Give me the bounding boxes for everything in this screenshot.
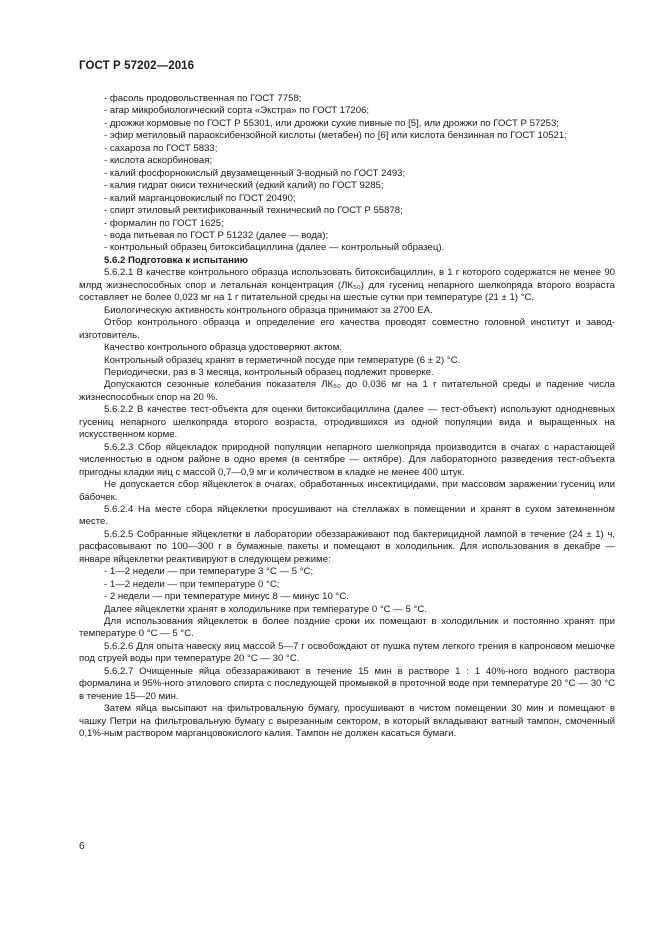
document-body: [79, 93, 615, 741]
paragraph: Для использования яйцеклеток в более поздние сроки их помещают в холодильник и постоянно хранят при температуре 0 °С — 5 °С.: [79, 616, 615, 640]
list-item: - калий фосфорнокислый двузамещенный 3-водный по ГОСТ 2493;: [104, 167, 406, 179]
paragraph: Допускаются сезонные колебания показателя ЛК₅₀ до 0,036 мг на 1 г питательной среды и падение числа жизнеспособных спор на 20 %.: [79, 379, 615, 403]
list-item: - эфир метиловый параоксибензойной кислоты (метабен) по [6] или кислота бензинная по ГОСТ 10521;: [104, 130, 567, 142]
paragraph: Периодически, раз в 3 месяца, контрольный образец подлежит проверке.: [104, 366, 434, 378]
list-item: - фасоль продовольственная по ГОСТ 7758;: [104, 93, 302, 104]
list-item: - калий марганцовокислый по ГОСТ 20490;: [104, 192, 296, 204]
standard-header: ГОСТ Р 57202—2016: [79, 60, 195, 72]
paragraph: Качество контрольного образца удостоверяют актом.: [104, 342, 342, 354]
paragraph: 5.6.2.4 На месте сбора яйцеклетки просушивают на стеллажах в помещении и хранят в сухом затемненном месте.: [79, 503, 615, 528]
list-item: - сахароза по ГОСТ 5833;: [104, 142, 218, 154]
paragraph: 5.6.2.1 В качестве контрольного образца использовать битоксибациллин, в 1 г которого содержатся не менее 90 млрд жизнеспособных спор и летальная концентрация (ЛК₅₀) для гусениц непарного шелкопряда второго возраста составляет не более 0,023 мг на 1 г питательной среды на шестые сутки при температуре (21 ± 1) °С.: [79, 267, 615, 304]
paragraph: 5.6.2.7 Очищенные яйца обеззараживают в течение 15 мин в растворе 1 : 1 40%-ного водного раствора формалина и 95%-ного этилового спирта с последующей промывкой в проточной воде при температуре 20 °С — 30 °С в течение 15—20 мин.: [79, 665, 615, 702]
list-item: - формалин по ГОСТ 1625;: [104, 217, 224, 229]
page-number: 6: [79, 841, 85, 852]
list-item: - дрожжи кормовые по ГОСТ Р 55301, или дрожжи сухие пивные по [5], или дрожжи по ГОСТ Р 57253;: [104, 117, 559, 129]
list-item: - спирт этиловый ректификованный технический по ГОСТ Р 55878;: [104, 205, 403, 217]
paragraph: Далее яйцеклетки хранят в холодильнике при температуре 0 °С — 5 °С.: [104, 603, 427, 615]
list-item: - кислота аскорбиновая;: [104, 155, 213, 167]
list-item: - агар микробиологический сорта «Экстра» по ГОСТ 17206;: [104, 105, 370, 117]
list-item: - калия гидрат окиси технический (едкий калий) по ГОСТ 9285;: [104, 180, 384, 192]
paragraph: 5.6.2.2 В качестве тест-объекта для оценки битоксибациллина (далее — тест-объект) используют однодневных гусениц непарного шелкопряда второго возраста, отродившихся из одной популяции вида и выращенных на искусственном корме.: [79, 404, 615, 441]
paragraph: 5.6.2.5 Собранные яйцеклетки в лаборатории обеззараживают под бактерицидной лампой в течение (24 ± 1) ч, расфасовывают по 100—300 г в бумажные пакеты и помещают в холодильник. Для использования в декабре — январе яйцеклетки реактивируют в следующем режиме:: [79, 528, 615, 565]
list-item: - 1—2 недели — при температуре 0 °С;: [104, 578, 280, 590]
paragraph: Не допускается сбор яйцеклеток в очагах, обработанных инсектицидами, при массовом заражении гусениц или бабочек.: [79, 479, 615, 503]
list-item: - 2 недели — при температуре минус 8 — минус 10 °С.: [104, 591, 349, 603]
list-item: - вода питьевая по ГОСТ Р 51232 (далее — вода);: [104, 229, 329, 241]
list-item: - контрольный образец битоксибациллина (далее — контрольный образец).: [104, 242, 445, 254]
paragraph: Отбор контрольного образца и определение его качества проводят совместно головной институт и завод-изготовитель.: [79, 317, 615, 341]
paragraph: Затем яйца высыпают на фильтровальную бумагу, просушивают в чистом помещении 30 мин и помещают в чашку Петри на фильтровальную бумагу с вырезанным сектором, в который вкладывают ватный тампон, смоченный 0,1%-ным раствором марганцовокислого калия. Тампон не должен касаться бумаги.: [79, 703, 615, 740]
section-heading: 5.6.2 Подготовка к испытанию: [104, 254, 248, 266]
list-item: - 1—2 недели — при температуре 3 °С — 5 °С;: [104, 566, 314, 578]
paragraph: Контрольный образец хранят в герметичной посуде при температуре (6 ± 2) °С.: [104, 354, 461, 366]
paragraph: 5.6.2.6 Для опыта навеску яиц массой 5—7 г освобождают от пушка путем легкого трения в капроновом мешочке под струей воды при температуре 20 °С — 30 °С.: [79, 640, 615, 665]
paragraph: 5.6.2.3 Сбор яйцекладок природной популяции непарного шелкопряда производится в очагах с нарастающей численностью в одном районе в одно время (в сентябре — октябре). Для лабораторного разведения тест-объекта пригодны кладки яиц с массой 0,7—0,9 мг и количеством в кладке не менее 400 штук.: [79, 441, 615, 478]
paragraph: Биологическую активность контрольного образца принимают за 2700 ЕА.: [104, 304, 433, 316]
